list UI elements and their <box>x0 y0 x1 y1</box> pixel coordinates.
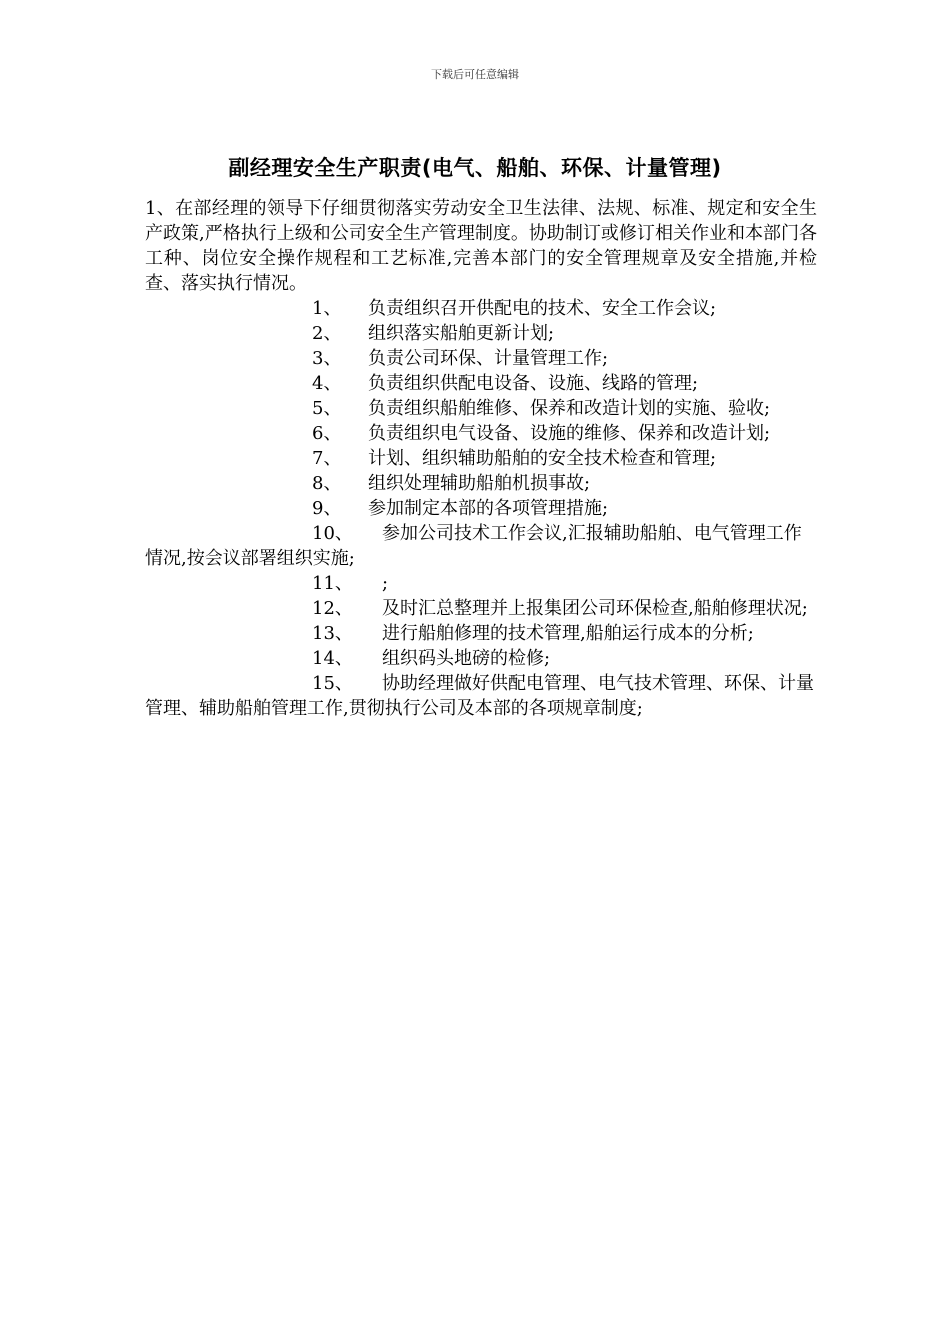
list-item-text: 负责组织电气设备、设施的维修、保养和改造计划; <box>368 423 771 444</box>
list-item <box>145 421 817 446</box>
list-item <box>145 321 817 346</box>
list-item-number: 13、 <box>312 623 353 644</box>
intro-paragraph: 1、在部经理的领导下仔细贯彻落实劳动安全卫生法律、法规、标准、规定和安全生产政策,严格执行上级和公司安全生产管理制度。协助制订或修订相关作业和本部门各工种、岗位安全操作规程和工艺标准,完善本部门的安全管理规章及安全措施,并检查、落实执行情况。 <box>145 198 817 294</box>
list-item-text: 负责公司环保、计量管理工作; <box>368 348 609 369</box>
list-item-number: 4、 <box>312 373 342 394</box>
list-item <box>145 571 817 596</box>
list-item-number: 1、 <box>312 298 342 319</box>
list-item-number: 3、 <box>312 348 342 369</box>
list-item-text: 协助经理做好供配电管理、电气技术管理、环保、计量管理、辅助船舶管理工作,贯彻执行公司及本部的各项规章制度; <box>145 673 814 719</box>
list-item-number: 12、 <box>312 598 353 619</box>
list-item <box>145 446 817 471</box>
list-item <box>145 396 817 421</box>
list-item-number: 2、 <box>312 323 342 344</box>
list-item-text: ; <box>382 573 389 594</box>
list-item-number: 5、 <box>312 398 342 419</box>
list-item <box>145 496 817 521</box>
list-item <box>145 621 817 646</box>
list-item-text: 参加制定本部的各项管理措施; <box>368 498 609 519</box>
list-item-text: 组织落实船舶更新计划; <box>368 323 555 344</box>
list-item-number: 9、 <box>312 498 342 519</box>
list-item-number: 7、 <box>312 448 342 469</box>
list-item-text: 计划、组织辅助船舶的安全技术检查和管理; <box>368 448 717 469</box>
list-item <box>145 371 817 396</box>
list-item-number: 8、 <box>312 473 342 494</box>
list-item <box>145 521 817 571</box>
list-item <box>145 646 817 671</box>
list-item <box>145 346 817 371</box>
list-item-text: 负责组织供配电设备、设施、线路的管理; <box>368 373 699 394</box>
list-item-number: 14、 <box>312 648 353 669</box>
list-item <box>145 671 817 721</box>
list-item-number: 15、 <box>312 673 353 694</box>
list-item-number: 10、 <box>312 523 353 544</box>
list-item-number: 6、 <box>312 423 342 444</box>
list-item-text: 组织码头地磅的检修; <box>382 648 551 669</box>
header-note: 下载后可任意编辑 <box>431 68 519 81</box>
list-item-text: 参加公司技术工作会议,汇报辅助船舶、电气管理工作情况,按会议部署组织实施; <box>145 523 802 569</box>
list-item-text: 负责组织船舶维修、保养和改造计划的实施、验收; <box>368 398 771 419</box>
list-item-text: 及时汇总整理并上报集团公司环保检查,船舶修理状况; <box>382 598 808 619</box>
page-title: 副经理安全生产职责(电气、船舶、环保、计量管理) <box>228 156 722 180</box>
document-body <box>145 196 817 721</box>
list-item-number: 11、 <box>312 573 353 594</box>
list-item-text: 进行船舶修理的技术管理,船舶运行成本的分析; <box>382 623 754 644</box>
list-item <box>145 296 817 321</box>
list-item-text: 负责组织召开供配电的技术、安全工作会议; <box>368 298 717 319</box>
list-item <box>145 471 817 496</box>
list-item-text: 组织处理辅助船舶机损事故; <box>368 473 591 494</box>
list-item <box>145 596 817 621</box>
